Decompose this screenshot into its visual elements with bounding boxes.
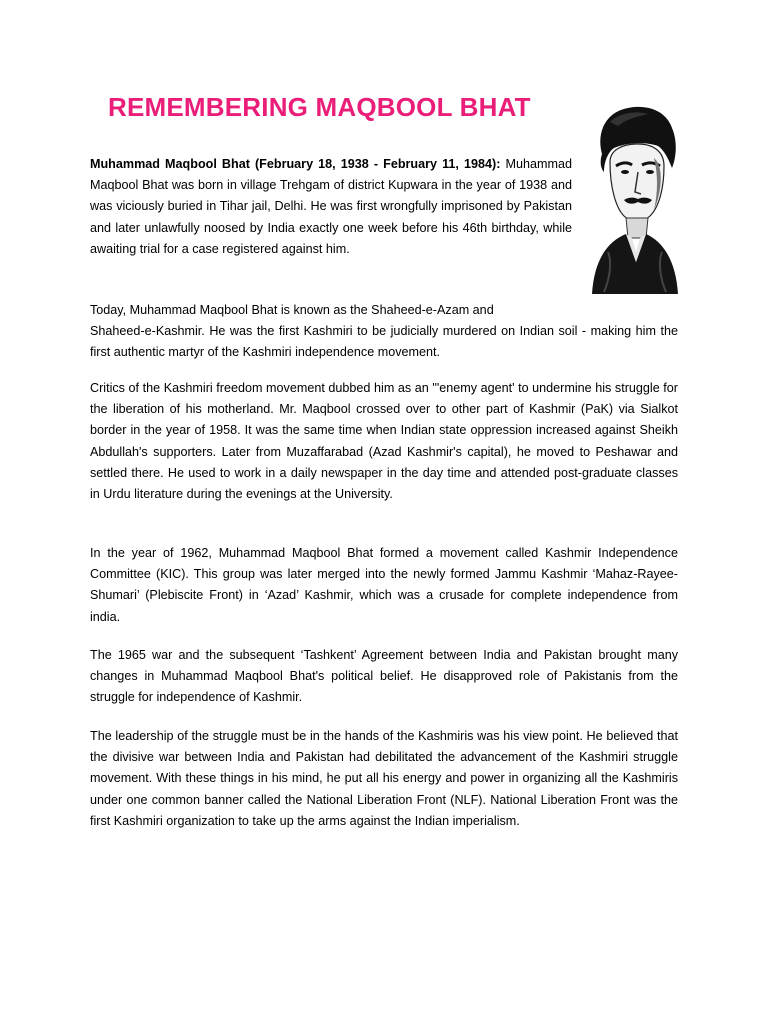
paragraph-intro-lead: Muhammad Maqbool Bhat (February 18, 1938 - February 11, 1984): [90,157,501,171]
paragraph-legacy-start: Today, Muhammad Maqbool Bhat is known as the Shaheed-e-Azam and [90,303,494,317]
paragraph-1965-war: The 1965 war and the subsequent ‘Tashkent’ Agreement between India and Pakistan brought many changes in Muhammad Maqbool Bhat's political belief. He disapproved role of Pakistanis from the struggle for independence of Kashmir. [90,648,678,705]
page-title: REMEMBERING MAQBOOL BHAT [108,92,531,122]
paragraph-1962-movement: In the year of 1962, Muhammad Maqbool Bhat formed a movement called Kashmir Independence Committee (KIC). This group was later merged into the newly formed Jammu Kashmir ‘Mahaz-Rayee-Shumari’ (Plebiscite Front) in ‘Azad’ Kashmir, which was a crusade for complete independence from india. [90,546,678,624]
portrait-photo-icon [588,102,680,294]
paragraph-intro [90,154,572,260]
paragraph-critics: Critics of the Kashmiri freedom movement dubbed him as an "'enemy agent' to undermine his struggle for the liberation of his motherland. Mr. Maqbool crossed over to other part of Kashmir (PaK) via Sialkot border in the year of 1958. It was the same time when Indian state oppression increased against Sheikh Abdullah's supporters. Later from Muzaffarabad (Azad Kashmir's capital), he moved to Peshawar and settled there. He used to work in a daily newspaper in the day time and attended post-graduate classes in Urdu literature during the evenings at the University. [90,381,678,502]
paragraph-leadership: The leadership of the struggle must be in the hands of the Kashmiris was his view point. He believed that the divisive war between India and Pakistan had debilitated the advancement of the Kashmiri struggle movement. With these things in his mind, he put all his energy and power in organizing all the Kashmiris under one common banner called the National Liberation Front (NLF). National Liberation Front was the first Kashmiri organization to take up the arms against the Indian imperialism. [90,729,678,828]
paragraph-legacy-rest: Shaheed-e-Kashmir. He was the first Kashmiri to be judicially murdered on Indian soil - making him the first authentic martyr of the Kashmiri independence movement. [90,324,678,360]
paragraph-intro-body: Muhammad Maqbool Bhat was born in village Trehgam of district Kupwara in the year of 1938 and was viciously buried in Tihar jail, Delhi. He was first wrongfully imprisoned by Pakistan and later unlawfully noosed by India exactly one week before his 46th birthday, while awaiting trial for a case registered against him. [90,157,573,256]
